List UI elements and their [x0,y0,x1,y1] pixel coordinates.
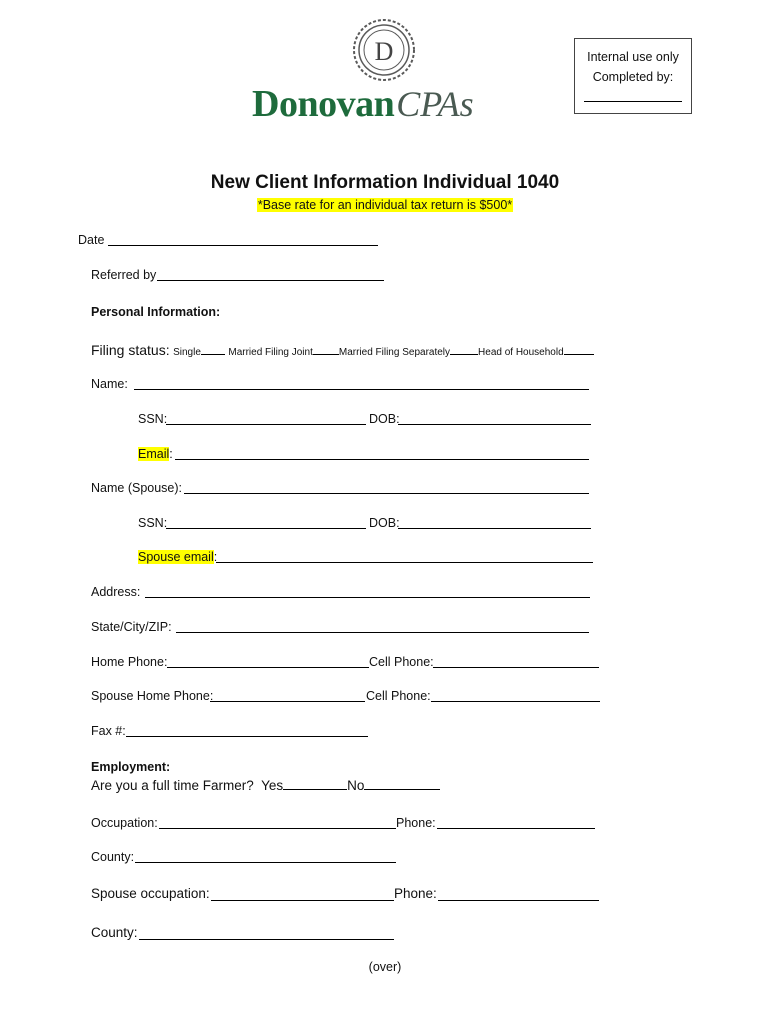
company-logo [252,82,474,126]
filing-option-separately[interactable]: Married Filing Separately [338,347,451,358]
spouse-email-field[interactable] [216,562,593,563]
spouse-dob-field[interactable] [398,528,591,529]
email-label: Email: [138,447,173,461]
spouse-county-label: County: [91,925,138,940]
address-label: Address: [91,585,141,599]
completed-by-label: Completed by: [592,70,674,84]
seal-letter: D [374,37,394,66]
date-field[interactable] [108,245,378,246]
referred-by-field[interactable] [157,280,384,281]
spouse-phone-field[interactable] [438,900,599,901]
dob-field[interactable] [398,424,591,425]
home-phone-field[interactable] [167,667,369,668]
logo-seal-icon [352,18,416,82]
state-city-zip-field[interactable] [176,632,589,633]
page-title: New Client Information Individual 1040 [210,172,560,193]
spouse-occupation-field[interactable] [211,900,394,901]
county-label: County: [91,850,135,864]
occupation-phone-field[interactable] [437,828,595,829]
filing-status-label: Filing status: [91,342,170,358]
county-field[interactable] [135,862,396,863]
cell-phone-field[interactable] [433,667,599,668]
spouse-home-phone-label: Spouse Home Phone: [91,689,214,703]
logo-name: Donovan [252,83,395,125]
base-rate-note: *Base rate for an individual tax return is $500* [257,198,513,212]
dob-label: DOB: [369,412,400,426]
occupation-phone-label: Phone: [396,816,436,830]
page-footer-over: (over) [368,960,402,974]
farmer-question: Are you a full time Farmer? Yes No [91,778,440,793]
farmer-yes-option[interactable]: Yes [261,778,284,793]
ssn-label: SSN: [138,412,168,426]
internal-use-label: Internal use only [587,50,679,64]
occupation-label: Occupation: [91,816,158,830]
spouse-email-label: Spouse email: [138,550,218,564]
referred-by-label: Referred by [91,268,157,282]
spouse-occupation-label: Spouse occupation: [91,886,210,901]
fax-label: Fax #: [91,724,126,738]
name-field[interactable] [134,389,589,390]
filing-status-row [91,342,594,358]
spouse-phone-label: Phone: [394,886,437,901]
farmer-no-option[interactable]: No [347,778,365,793]
spouse-ssn-field[interactable] [166,528,366,529]
filing-option-single[interactable]: Single [173,347,201,358]
employment-heading: Employment: [91,760,171,774]
address-field[interactable] [145,597,590,598]
fax-field[interactable] [126,736,368,737]
spouse-name-field[interactable] [184,493,589,494]
spouse-name-label: Name (Spouse): [91,481,183,495]
completed-by-field[interactable] [584,93,682,102]
personal-info-heading: Personal Information: [91,305,221,319]
home-phone-label: Home Phone: [91,655,168,669]
farmer-no-field[interactable] [364,789,440,790]
spouse-cell-phone-field[interactable] [431,701,600,702]
ssn-field[interactable] [166,424,366,425]
spouse-county-field[interactable] [139,939,394,940]
name-label: Name: [91,377,128,391]
filing-option-head[interactable]: Head of Household [478,347,564,358]
farmer-yes-field[interactable] [283,789,347,790]
spouse-home-phone-field[interactable] [210,701,365,702]
spouse-dob-label: DOB: [369,516,400,530]
spouse-ssn-label: SSN: [138,516,168,530]
logo-suffix: CPAs [396,84,474,124]
internal-use-box [574,38,692,114]
date-label: Date [78,233,105,247]
email-field[interactable] [175,459,589,460]
occupation-field[interactable] [159,828,396,829]
state-city-zip-label: State/City/ZIP: [91,620,172,634]
filing-option-joint[interactable]: Married Filing Joint [228,347,313,358]
cell-phone-label: Cell Phone: [369,655,434,669]
spouse-cell-phone-label: Cell Phone: [366,689,431,703]
